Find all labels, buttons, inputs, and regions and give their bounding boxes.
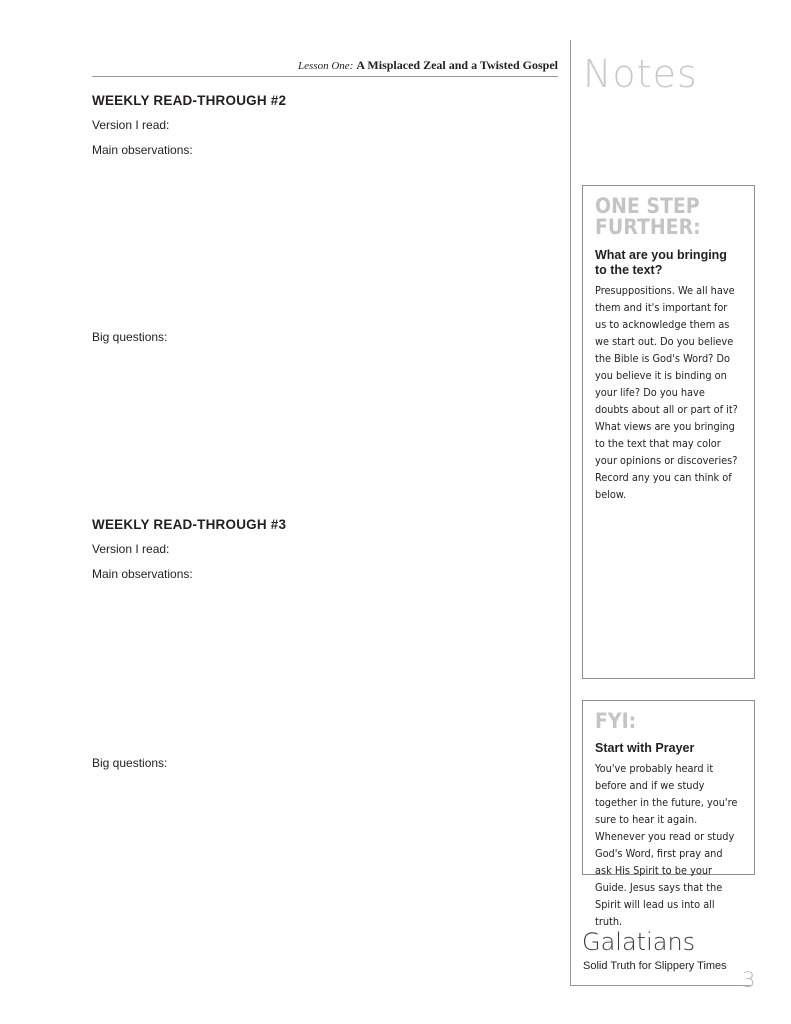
footer-book-title: Galatians	[582, 928, 696, 956]
callout-kicker-fyi: FYI:	[595, 709, 637, 733]
section-title-weekly-read-through-3: WEEKLY READ-THROUGH #3	[92, 517, 287, 532]
callout-box-one-step-further	[582, 185, 755, 679]
notes-heading: Notes	[583, 52, 698, 96]
page-header	[92, 58, 558, 73]
callout-subhead-fyi: Start with Prayer	[595, 741, 695, 756]
callout-body-one-step-further: Presuppositions. We all have them and it's important for us to acknowledge them as we start out. Do you believe the Bible is God's Word? Do you believe it is binding on your life? Do you have doubts about all or part of it? What views are you bringing to the text that may color your opinions or discoveries? Record any you can think of below.	[595, 285, 738, 502]
callout-box-fyi	[582, 700, 755, 929]
page-number: 3	[742, 968, 756, 992]
callout-kicker-one-step-further: ONE STEP FURTHER:	[595, 194, 701, 240]
field-label-big-questions-2: Big questions:	[92, 756, 168, 770]
field-label-version-i-read-2: Version I read:	[92, 542, 170, 556]
callout-body-fyi: You've probably heard it before and if we study together in the future, you're sure to hear it again. Whenever you read or study God's Word, first pray and ask His Spirit to be your Guide. Jesus says that the Spirit will lead us into all truth.	[595, 763, 738, 929]
footer-divider	[570, 985, 750, 986]
lesson-label: Lesson One:	[298, 60, 354, 72]
lesson-title: A Misplaced Zeal and a Twisted Gospel	[356, 58, 558, 72]
column-divider	[570, 40, 571, 985]
field-label-big-questions-1: Big questions:	[92, 330, 168, 344]
field-label-main-observations-1: Main observations:	[92, 143, 193, 157]
callout-subhead-one-step-further: What are you bringing to the text?	[595, 247, 727, 278]
footer-subtitle: Solid Truth for Slippery Times	[583, 960, 727, 972]
header-divider	[92, 76, 558, 77]
field-label-version-i-read-1: Version I read:	[92, 118, 170, 132]
section-title-weekly-read-through-2: WEEKLY READ-THROUGH #2	[92, 93, 287, 108]
field-label-main-observations-2: Main observations:	[92, 567, 193, 581]
